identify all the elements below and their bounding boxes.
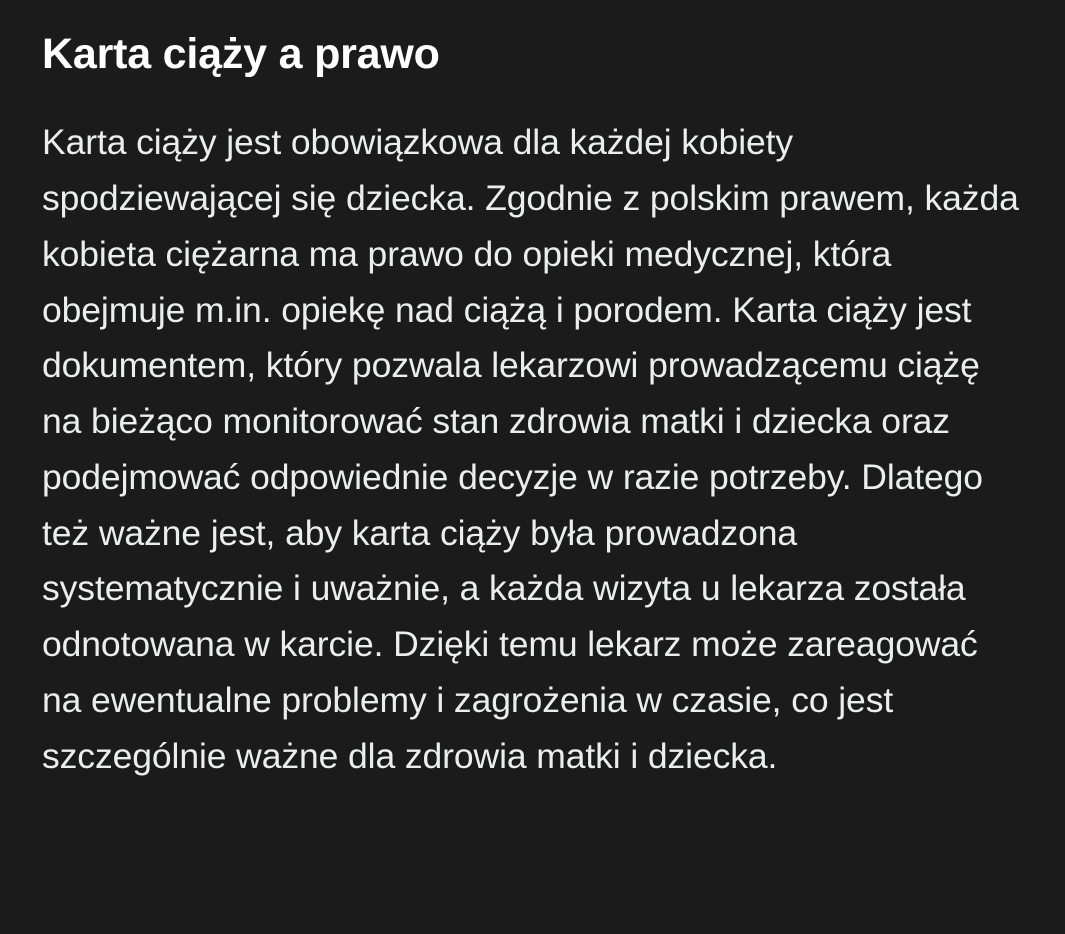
- article-body-paragraph: Karta ciąży jest obowiązkowa dla każdej kobiety spodziewającej się dziecka. Zgodnie z polskim prawem, każda kobieta ciężarna ma prawo do opieki medycznej, która obejmuje m.in. opiekę nad ciążą i porodem. Karta ciąży jest dokumentem, który pozwala lekarzowi prowadzącemu ciążę na bieżąco monitorować stan zdrowia matki i dziecka oraz podejmować odpowiednie decyzje w razie potrzeby. Dlatego też ważne jest, aby karta ciąży była prowadzona systematycznie i uważnie, a każda wizyta u lekarza została odnotowana w karcie. Dzięki temu lekarz może zareagować na ewentualne problemy i zagrożenia w czasie, co jest szczególnie ważne dla zdrowia matki i dziecka.: [42, 122, 1019, 776]
- page-title: Karta ciąży a prawo: [42, 30, 440, 78]
